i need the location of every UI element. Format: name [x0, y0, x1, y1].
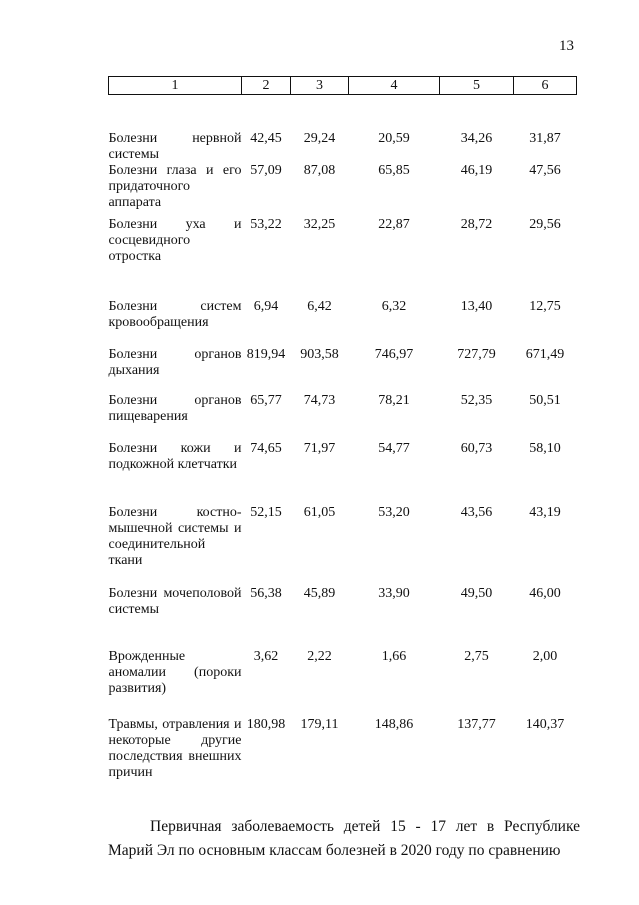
value-cell-col-2: 180,98 [246, 717, 286, 732]
disease-class-cell: Болезни кожи и подкожной клетчатки [108, 441, 242, 472]
value-cell-col-5: 13,40 [460, 299, 493, 314]
value-cell-col-6: 2,00 [532, 649, 558, 664]
value-cell-col-5: 43,56 [460, 505, 493, 520]
table-row [109, 299, 577, 347]
value-cell-col-2: 74,65 [250, 441, 282, 456]
column-header-3: 3 [291, 77, 349, 95]
value-cell-col-3: 87,08 [303, 163, 336, 178]
table-row [109, 95, 577, 164]
value-cell-col-3: 2,22 [307, 649, 332, 664]
value-cell-col-2: 57,09 [250, 163, 282, 178]
disease-class-cell: Болезни костно-мышечной системы и соединительной ткани [108, 505, 242, 568]
table-body [109, 95, 577, 790]
column-header-1: 1 [109, 77, 242, 95]
value-cell-col-5: 727,79 [457, 347, 496, 362]
disease-class-cell: Болезни глаза и его придаточного аппарата [108, 163, 242, 210]
value-cell-col-4: 53,20 [378, 505, 410, 520]
value-cell-col-2: 3,62 [253, 649, 279, 664]
disease-class-cell: Болезни систем кровообращения [108, 299, 242, 330]
value-cell-col-6: 46,00 [529, 586, 561, 601]
value-cell-col-2: 819,94 [246, 347, 286, 362]
body-paragraph: Первичная заболеваемость детей 15 - 17 лет в Республике Марий Эл по основным классам болезней в 2020 году по сравнению [108, 817, 580, 859]
value-cell-col-3: 61,05 [303, 505, 336, 520]
value-cell-col-5: 137,77 [457, 717, 496, 732]
value-cell-col-4: 54,77 [378, 441, 410, 456]
value-cell-col-3: 179,11 [300, 717, 339, 732]
value-cell-col-2: 65,77 [250, 393, 282, 408]
value-cell-col-6: 31,87 [529, 131, 561, 146]
value-cell-col-6: 43,19 [529, 505, 561, 520]
page-number: 13 [559, 38, 574, 54]
table-row [109, 163, 577, 217]
table-row [109, 347, 577, 393]
value-cell-col-6: 50,51 [529, 393, 561, 408]
value-cell-col-4: 22,87 [378, 217, 410, 232]
value-cell-col-4: 746,97 [374, 347, 414, 362]
value-cell-col-2: 56,38 [250, 586, 282, 601]
value-cell-col-4: 20,59 [378, 131, 410, 146]
value-cell-col-4: 148,86 [374, 717, 414, 732]
value-cell-col-4: 78,21 [378, 393, 410, 408]
disease-class-cell: Болезни нервной системы [108, 131, 242, 162]
morbidity-table [108, 76, 577, 789]
table-row [109, 717, 577, 789]
value-cell-col-5: 46,19 [460, 163, 493, 178]
value-cell-col-5: 28,72 [460, 217, 493, 232]
table-row [109, 505, 577, 586]
morbidity-table-container [108, 76, 576, 789]
value-cell-col-4: 65,85 [378, 163, 410, 178]
value-cell-col-4: 33,90 [378, 586, 410, 601]
value-cell-col-6: 58,10 [529, 441, 561, 456]
value-cell-col-2: 52,15 [250, 505, 282, 520]
value-cell-col-6: 47,56 [529, 163, 561, 178]
value-cell-col-4: 1,66 [381, 649, 407, 664]
column-header-4: 4 [349, 77, 440, 95]
column-header-5: 5 [440, 77, 514, 95]
value-cell-col-5: 52,35 [460, 393, 493, 408]
value-cell-col-3: 45,89 [303, 586, 336, 601]
value-cell-col-3: 29,24 [303, 131, 336, 146]
value-cell-col-3: 74,73 [303, 393, 336, 408]
table-row [109, 217, 577, 299]
value-cell-col-2: 6,94 [253, 299, 279, 314]
value-cell-col-5: 34,26 [460, 131, 493, 146]
value-cell-col-2: 42,45 [250, 131, 282, 146]
table-row [109, 441, 577, 505]
value-cell-col-5: 49,50 [460, 586, 493, 601]
disease-class-cell: Болезни уха и сосцевидного отростка [108, 217, 242, 264]
value-cell-col-3: 903,58 [300, 347, 339, 362]
value-cell-col-6: 29,56 [529, 217, 561, 232]
table-header-row [109, 77, 577, 95]
table-row [109, 393, 577, 441]
value-cell-col-5: 2,75 [464, 649, 489, 664]
disease-class-cell: Болезни органов пищеварения [108, 393, 242, 424]
value-cell-col-3: 71,97 [303, 441, 336, 456]
column-header-2: 2 [242, 77, 291, 95]
disease-class-cell: Травмы, отравления и некоторые другие последствия внешних причин [108, 717, 242, 780]
table-row [109, 586, 577, 649]
value-cell-col-2: 53,22 [250, 217, 282, 232]
value-cell-col-6: 671,49 [525, 347, 565, 362]
value-cell-col-6: 140,37 [525, 717, 565, 732]
disease-class-cell: Врожденные аномалии (пороки развития) [108, 649, 242, 696]
value-cell-col-6: 12,75 [529, 299, 561, 314]
disease-class-cell: Болезни мочеполовой системы [108, 586, 242, 617]
value-cell-col-4: 6,32 [381, 299, 407, 314]
value-cell-col-5: 60,73 [460, 441, 493, 456]
table-row [109, 649, 577, 717]
value-cell-col-3: 32,25 [303, 217, 336, 232]
disease-class-cell: Болезни органов дыхания [108, 347, 242, 378]
column-header-6: 6 [514, 77, 577, 95]
value-cell-col-3: 6,42 [307, 299, 332, 314]
